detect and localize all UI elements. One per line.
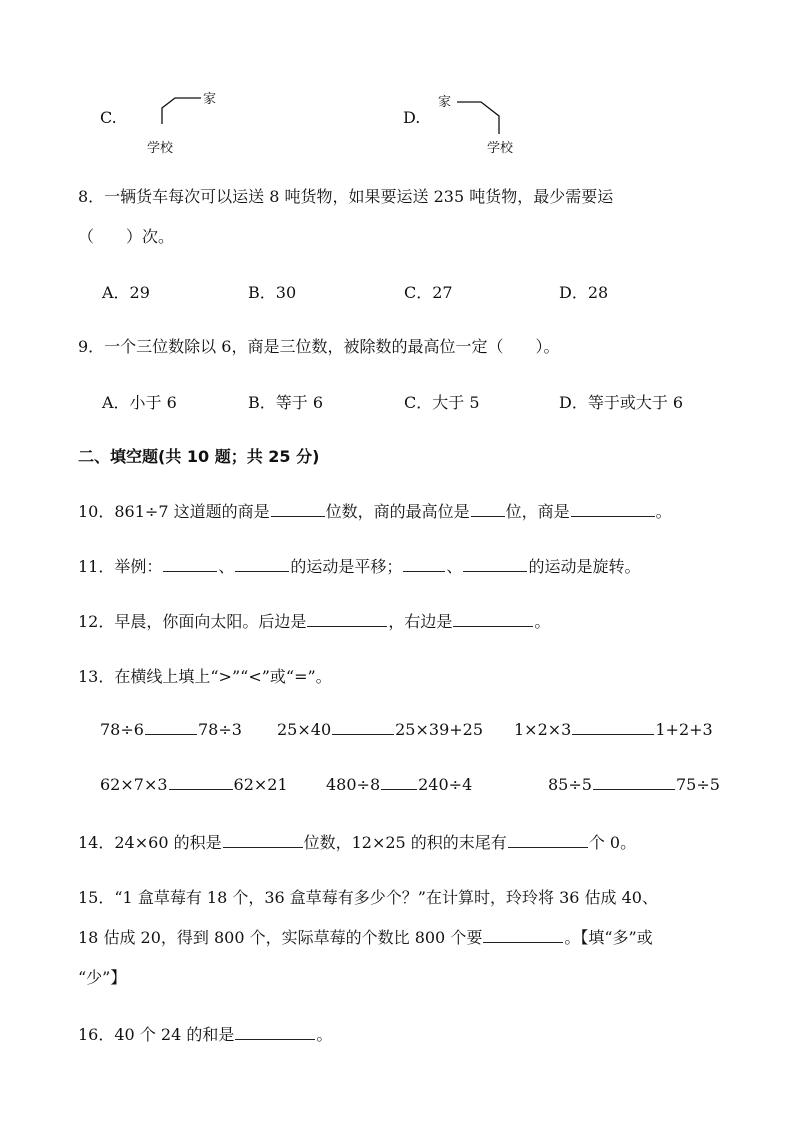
q16-blank[interactable]	[235, 1025, 315, 1040]
q10-text: 861÷7 这道题的商是	[114, 502, 270, 521]
q12-text: ，右边是	[388, 612, 453, 631]
section-heading: 二、填空题(共 10 题；共 25 分)	[78, 447, 320, 466]
q16-text: 40 个 24 的和是	[114, 1025, 235, 1044]
q10-num: 10．	[78, 502, 115, 521]
q12-text: 。	[534, 612, 551, 631]
q15-line3: “少”】	[78, 968, 127, 987]
q9-option-b[interactable]: B．等于 6	[248, 393, 324, 412]
q10-text: 位数，商的最高位是	[325, 502, 470, 521]
q15-num: 15．	[78, 888, 115, 907]
q14-text: 个 0。	[588, 833, 637, 852]
expr-right: 78÷3	[197, 720, 242, 739]
q15-text: 18 估成 20，得到 800 个，实际草莓的个数比 800 个要	[78, 928, 483, 947]
expr-left: 78÷6	[100, 720, 144, 739]
q11-text: 、	[218, 557, 235, 576]
q14-text: 位数，12×25 的积的末尾有	[303, 833, 507, 852]
expr-left: 62×7×3	[100, 775, 168, 794]
expr-right: 1+2+3	[655, 720, 713, 739]
q10-blank-3[interactable]	[571, 502, 655, 517]
q9-text: 9．一个三位数除以 6，商是三位数，被除数的最高位一定（ ）。	[78, 337, 560, 356]
expr-left: 85÷5	[548, 775, 592, 794]
school-label: 学校	[487, 141, 514, 156]
q12-text: 早晨，你面向太阳。后边是	[114, 612, 307, 631]
q11-blank-1[interactable]	[163, 557, 217, 572]
expr-right: 25×39+25	[395, 720, 484, 739]
q10	[78, 499, 672, 522]
q16	[78, 1022, 332, 1045]
expr-left: 25×40	[277, 720, 332, 739]
q9-option-c[interactable]: C．大于 5	[404, 393, 480, 412]
compare-blank[interactable]	[169, 775, 233, 790]
q11-text: 、	[446, 557, 463, 576]
q11-blank-2[interactable]	[235, 557, 289, 572]
q10-text: 。	[655, 502, 672, 521]
q11-blank-4[interactable]	[463, 557, 527, 572]
q10-blank-1[interactable]	[271, 502, 325, 517]
expr-right: 62×21	[233, 775, 288, 794]
q10-blank-2[interactable]	[471, 502, 505, 517]
q14-text: 24×60 的积是	[114, 833, 222, 852]
compare-blank[interactable]	[332, 720, 394, 735]
q13-item	[548, 775, 720, 794]
compare-blank[interactable]	[572, 720, 654, 735]
q8-line1: 8．一辆货车每次可以运送 8 吨货物，如果要运送 235 吨货物，最少需要运	[78, 187, 614, 206]
q8-option-b[interactable]: B．30	[248, 283, 297, 302]
expr-right: 75÷5	[675, 775, 720, 794]
q10-text: 位，商是	[505, 502, 570, 521]
q14-blank-1[interactable]	[223, 833, 303, 848]
q14-blank-2[interactable]	[508, 833, 588, 848]
q11-text: 的运动是旋转。	[528, 557, 641, 576]
q9-option-d[interactable]: D．等于或大于 6	[559, 393, 684, 412]
expr-left: 1×2×3	[514, 720, 572, 739]
option-c-diagram	[145, 88, 225, 160]
compare-blank[interactable]	[145, 720, 197, 735]
option-d-label: D.	[403, 108, 421, 127]
q15-line1	[78, 885, 658, 908]
q12	[78, 609, 550, 632]
q11-blank-3[interactable]	[403, 557, 445, 572]
route-line	[457, 102, 499, 134]
q8-option-c[interactable]: C．27	[404, 283, 453, 302]
home-label: 家	[438, 95, 452, 110]
school-label: 学校	[147, 141, 174, 156]
q12-blank-1[interactable]	[307, 612, 387, 627]
q11-num: 11．	[78, 557, 115, 576]
q8-option-a[interactable]: A．29	[102, 283, 150, 302]
q16-text: 。	[316, 1025, 333, 1044]
q11	[78, 554, 640, 577]
q15-text: 。【填“多”或	[564, 928, 653, 947]
q14-num: 14．	[78, 833, 115, 852]
home-label: 家	[203, 92, 217, 107]
q12-blank-2[interactable]	[453, 612, 533, 627]
q11-text: 举例：	[114, 557, 163, 576]
q13-num: 13．	[78, 667, 115, 686]
option-d-diagram	[435, 88, 535, 160]
q8-line2: （ ）次。	[78, 227, 175, 246]
q15-blank[interactable]	[483, 928, 563, 943]
q13-item	[277, 720, 483, 739]
q8-option-d[interactable]: D．28	[559, 283, 609, 302]
route-line	[162, 98, 201, 124]
q16-num: 16．	[78, 1025, 115, 1044]
q15-text: “1 盒草莓有 18 个，36 盒草莓有多少个？”在计算时，玲玲将 36 估成 40、	[114, 888, 658, 907]
q14	[78, 830, 636, 853]
expr-left: 480÷8	[326, 775, 381, 794]
q13-text: 在横线上填上“>”“<”或“=”。	[114, 667, 332, 686]
q9-option-a[interactable]: A．小于 6	[102, 393, 177, 412]
q13-item	[514, 720, 713, 739]
q11-text: 的运动是平移；	[290, 557, 403, 576]
expr-right: 240÷4	[418, 775, 473, 794]
q15-line2	[78, 925, 653, 948]
compare-blank[interactable]	[381, 775, 417, 790]
q13-item	[100, 775, 288, 794]
q13	[78, 664, 332, 687]
q12-num: 12．	[78, 612, 115, 631]
q13-item	[326, 775, 472, 794]
compare-blank[interactable]	[593, 775, 675, 790]
option-c-label: C.	[100, 108, 117, 127]
q13-item	[100, 720, 242, 739]
